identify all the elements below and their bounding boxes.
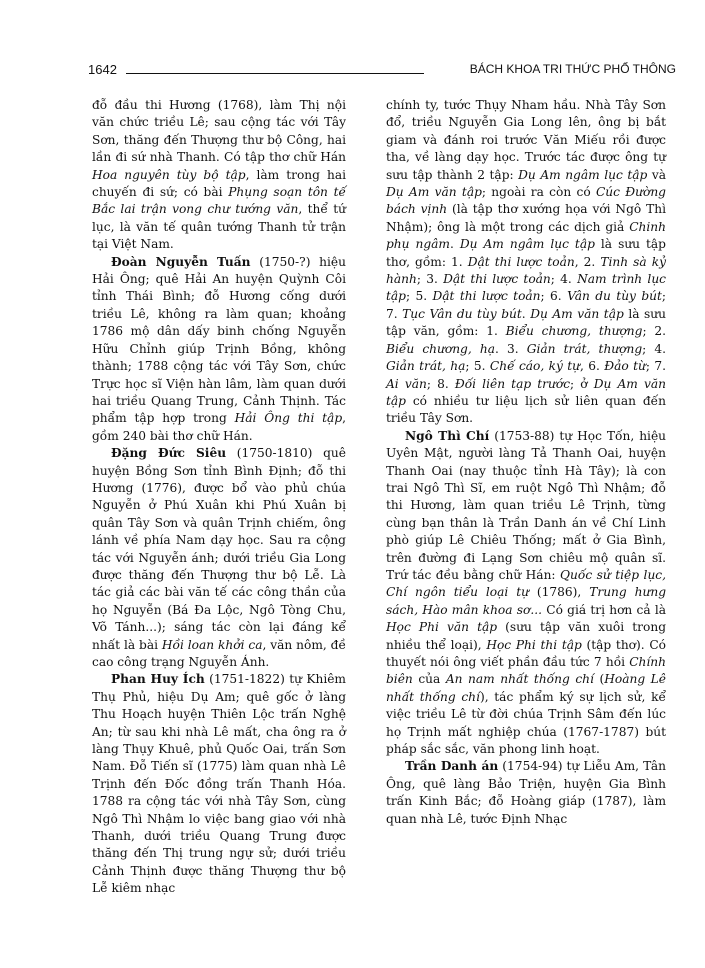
running-header (88, 62, 676, 80)
paragraph-continued: chính ty, tước Thụy Nham hầu. Nhà Tây Sơn đổ, triều Nguyễn Gia Long lên, ông bị bắt giam và đánh roi trước Văn Miếu rồi được tha, về làng dạy học. Trước tác được ông tự sưu tập thành 2 tập: Dụ Am ngâm lục tập và Dụ Am văn tập; ngoài ra còn có Cúc Đường bách vịnh (là tập thơ xướng họa với Ngô Thì Nhậm); ông là một trong các dịch giả Chinh phụ ngâm. Dụ Am ngâm lục tập là sưu tập thơ, gồm: 1. Dật thi lược toản, 2. Tinh sà kỷ hành; 3. Dật thi lược toản; 4. Nam trình lục tập; 5. Dật thi lược toản; 6. Vân du tùy bút; 7. Tục Vân du tùy bút. Dụ Am văn tập là sưu tập văn, gồm: 1. Biểu chương, thượng; 2. Biểu chương, hạ. 3. Giản trát, thượng; 4. Giản trát, hạ; 5. Chế cáo, ký tự, 6. Đảo từ; 7. Ai văn; 8. Đối liên tạp trước; ở Dụ Am văn tập có nhiều tư liệu lịch sử liên quan đến triều Tây Sơn. (386, 98, 667, 426)
page-number: 1642 (88, 62, 117, 77)
right-column (386, 97, 666, 828)
left-column (92, 97, 346, 898)
paragraph-continued: đỗ đầu thi Hương (1768), làm Thị nội văn chức triều Lê; sau cộng tác với Tây Sơn, thăng đến Thượng thư bộ Công, hai lần đi sứ nhà Thanh. Có tập thơ chữ Hán Hoa nguyên tùy bộ tập, làm trong hai chuyến đi sứ; có bài Phụng soạn tôn tế Bắc lai trận vong chư tướng văn, thể tứ lục, là văn tế quân tướng Thanh tử trận tại Việt Nam. (92, 98, 347, 252)
entry-phan-huy-ich: Phan Huy Ích (1751-1822) tự Khiêm Thụ Phủ, hiệu Dụ Am; quê gốc ở làng Thu Hoạch huyện Thiên Lộc trấn Nghệ An; từ sau khi nhà Lê mất, cha ông ra ở làng Thụy Khuê, phủ Quốc Oai, trấn Sơn Nam. Đỗ Tiến sĩ (1775) làm quan nhà Lê Trịnh đến Đốc đồng trấn Thanh Hóa. 1788 ra cộng tác với nhà Tây Sơn, cùng Ngô Thì Nhậm lo việc bang giao với nhà Thanh, dưới triều Quang Trung được thăng đến Thị trung ngự sử; dưới triều Cảnh Thịnh được thăng Thượng thư bộ Lễ kiêm nhạc (92, 672, 346, 896)
entry-name: Phan Huy Ích (111, 672, 205, 687)
header-rule (126, 73, 424, 74)
entry-name: Ngô Thì Chí (405, 428, 490, 443)
entry-name: Trần Danh án (405, 759, 499, 774)
entry-name: Đoàn Nguyễn Tuấn (111, 254, 251, 269)
entry-tran-danh-an: Trần Danh án (1754-94) tự Liễu Am, Tân Ông, quê làng Bảo Triện, huyện Gia Bình trấn Kinh Bắc; đỗ Hoàng giáp (1787), làm quan nhà Lê, tước Định Nhạc (386, 759, 667, 826)
entry-ngo-thi-chi: Ngô Thì Chí (1753-88) tự Học Tốn, hiệu Uyên Mật, người làng Tả Thanh Oai, huyện Thanh Oai (nay thuộc tỉnh Hà Tây); là con trai Ngô Thì Sĩ, em ruột Ngô Thì Nhậm; đỗ thi Hương, làm quan triều Lê Trịnh, từng cùng bạn thân là Trần Danh án về Chí Linh phò giúp Lê Chiêu Thống; mất ở Gia Bình, trên đường đi Lạng Sơn chiêu mộ quân sĩ. Trứ tác đều bằng chữ Hán: Quốc sử tiệp lục, Chí ngôn tiểu loại tự (1786), Trung hưng sách, Hào mân khoa sơ... Có giá trị hơn cả là Học Phi văn tập (sưu tập văn xuôi trong nhiều thể loại), Học Phi thi tập (tập thơ). Có thuyết nói ông viết phần đầu tức 7 hồi Chính biên của An nam nhất thống chí (Hoàng Lê nhất thống chí), tác phẩm ký sự lịch sử, kể việc triều Lê từ đời chúa Trịnh Sâm đến lúc họ Trịnh mất nghiệp chúa (1767-1787) bút pháp sắc sắc, văn phong linh hoạt. (386, 428, 667, 757)
entry-doan-nguyen-tuan: Đoàn Nguyễn Tuấn (1750-?) hiệu Hải Ông; quê Hải An huyện Quỳnh Côi tỉnh Thái Bình; đỗ Hương cống dưới triều Lê, không ra làm quan; khoảng 1786 mộ dân dấy binh chống Nguyễn Hữu Chỉnh giúp Trịnh Bồng, không thành; 1788 cộng tác với Tây Sơn, chức Trực học sĩ Viện hàn lâm, làm quan dưới hai triều Quang Trung, Cảnh Thịnh. Tác phẩm tập hợp trong Hải Ông thi tập, gồm 240 bài thơ chữ Hán. (92, 254, 346, 443)
entry-name: Đặng Đức Siêu (111, 446, 227, 461)
running-title: BÁCH KHOA TRI THỨC PHỔ THÔNG (469, 62, 676, 76)
entry-dang-duc-sieu: Đặng Đức Siêu (1750-1810) quê huyện Bồng Sơn tỉnh Bình Định; đỗ thi Hương (1776), được bổ vào phủ chúa Nguyễn ở Phú Xuân khi Phú Xuân bị quân Tây Sơn và quân Trịnh chiếm, ông lánh về phía Nam dạy học. Sau ra cộng tác với Nguyễn ánh; dưới triều Gia Long được thăng đến Thượng thư bộ Lễ. Là tác giả các bài văn tế các công thần của họ Nguyễn (Bá Đa Lộc, Ngô Tòng Chu, Võ Tánh...); sáng tác còn lại đáng kể nhất là bài Hồi loan khởi ca, văn nôm, đề cao công trạng Nguyễn Ánh. (92, 446, 346, 669)
